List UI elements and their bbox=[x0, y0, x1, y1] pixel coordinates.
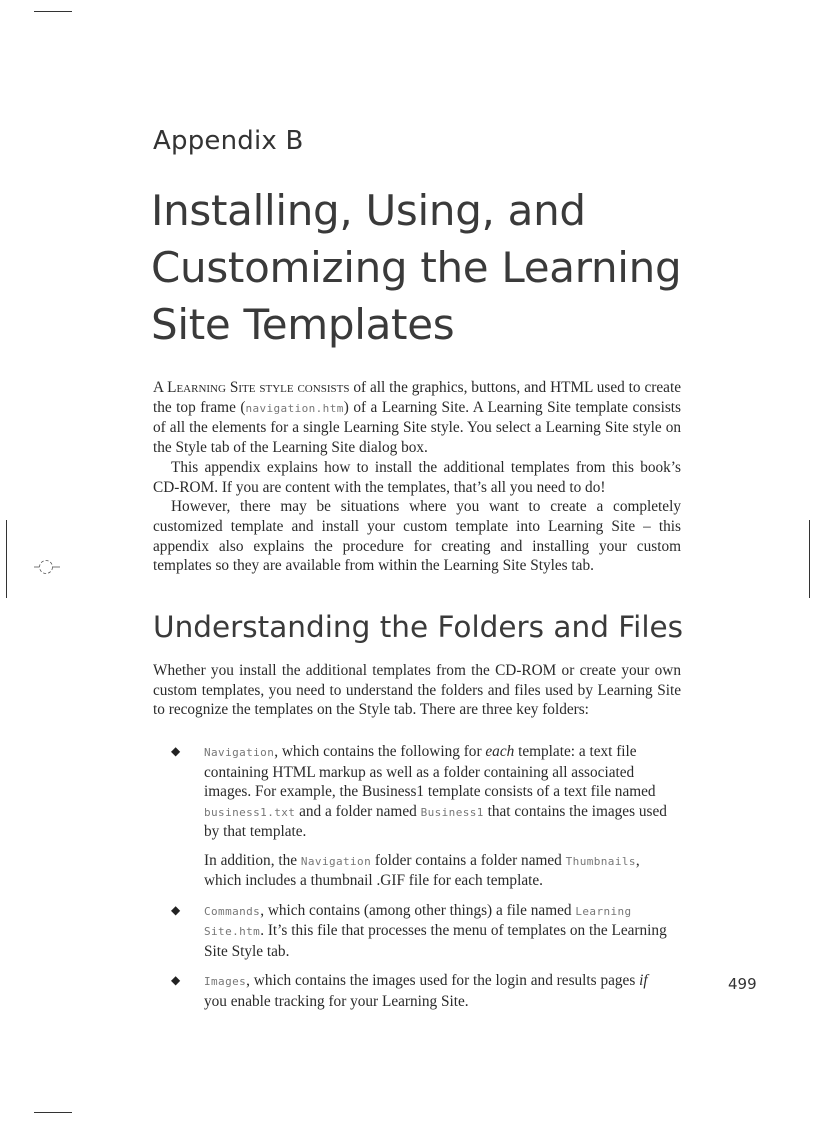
list-item-navigation: ◆ Navigation, which contains the following for each template: a text file containing HTML markup as well as a folder containing all associated images. For example, the Business1 template consists of a text file named business1.txt and a folder named Business1 that contains the images used by that template. In addition, the Navigation folder contains a folder named Thumbnails, which includes a thumbnail .GIF file for each template. bbox=[170, 742, 670, 891]
registration-mark-icon bbox=[32, 552, 62, 582]
section-heading: Understanding the Folders and Files bbox=[153, 610, 684, 644]
lead-in-small-caps: A Learning Site style consists bbox=[153, 379, 350, 396]
intro-paragraph-2: This appendix explains how to install the additional templates from this book’s CD-ROM. If you are content with the templates, that’s all you need to do! bbox=[153, 458, 681, 496]
section-text bbox=[153, 661, 681, 720]
crop-mark-left-edge bbox=[6, 520, 7, 598]
chapter-title bbox=[151, 182, 751, 353]
chapter-title-line-3: Site Templates bbox=[151, 300, 455, 349]
diamond-bullet-icon: ◆ bbox=[171, 973, 181, 987]
section-paragraph: Whether you install the additional templates from the CD-ROM or create your own custom templates, you need to understand the folders and files used by Learning Site to recognize the templates on the Style tab. There are three key folders: bbox=[153, 662, 681, 719]
intro-paragraph-3: However, there may be situations where you want to create a completely customized template and install your custom template into Learning Site – this appendix also explains the procedure for creating and installing your custom templates so they are available from within the Learning Site Styles tab. bbox=[153, 498, 681, 575]
crop-mark-top-left bbox=[34, 11, 72, 12]
page-number: 499 bbox=[728, 975, 757, 993]
appendix-label: Appendix B bbox=[153, 126, 304, 156]
list-item-images: ◆ Images, which contains the images used for the login and results pages if you enable tracking for your Learning Site. bbox=[171, 972, 648, 1010]
diamond-bullet-icon: ◆ bbox=[171, 744, 181, 758]
chapter-title-line-2: Customizing the Learning bbox=[151, 243, 682, 292]
code-filename: navigation.htm bbox=[245, 401, 344, 415]
intro-text bbox=[153, 378, 681, 576]
folder-list bbox=[170, 742, 670, 1021]
list-item-commands: ◆ Commands, which contains (among other things) a file named Learning Site.htm. It’s this file that processes the menu of templates on the Learning Site Style tab. bbox=[171, 901, 667, 960]
crop-mark-right-edge bbox=[809, 520, 810, 598]
chapter-title-line-1: Installing, Using, and bbox=[151, 186, 586, 235]
intro-paragraph-1: A Learning Site style consists of all the graphics, buttons, and HTML used to create the top frame (navigation.htm) of a Learning Site. A Learning Site template consists of all the elements for a single Learning Site style. You select a Learning Site style on the Style tab of the Learning Site dialog box. bbox=[153, 379, 682, 457]
list-item-sub-paragraph: In addition, the Navigation folder contains a folder named Thumbnails, which includes a thumbnail .GIF file for each template. bbox=[204, 851, 640, 889]
diamond-bullet-icon: ◆ bbox=[171, 902, 181, 917]
crop-mark-bottom-left bbox=[34, 1112, 72, 1113]
